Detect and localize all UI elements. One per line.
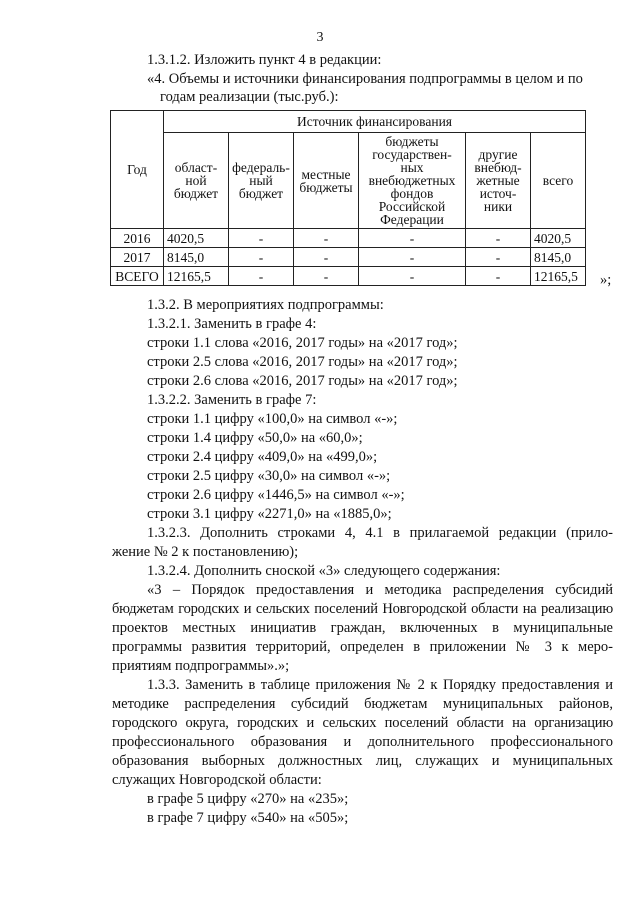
- paragraph-line: 1.3.2.3. Дополнить строками 4, 4.1 в прилагаемой редакции (прило-: [147, 525, 613, 541]
- paragraph-line: 1.3.3. Заменить в таблице приложения № 2 к Порядку предоставления и: [147, 677, 613, 693]
- paragraph-line: строки 3.1 цифру «2271,0» на «1885,0»;: [147, 506, 392, 522]
- cell: -: [229, 229, 294, 248]
- paragraph-line: жение № 2 к постановлению);: [112, 544, 299, 560]
- row-year: ВСЕГО: [111, 267, 164, 286]
- row-year: 2017: [111, 248, 164, 267]
- table-closing-quote: »;: [600, 272, 612, 288]
- paragraph-line: строки 2.6 слова «2016, 2017 годы» на «2017 год»;: [147, 373, 458, 389]
- paragraph-line: строки 1.1 слова «2016, 2017 годы» на «2017 год»;: [147, 335, 458, 351]
- col-header-federal: федераль- ный бюджет: [229, 133, 294, 229]
- paragraph-line: профессионального образования и дополнительного профессионального: [112, 734, 613, 750]
- intro-line-1: 1.3.1.2. Изложить пункт 4 в редакции:: [147, 52, 382, 68]
- cell: -: [229, 248, 294, 267]
- paragraph-line: служащих Новгородской области:: [112, 772, 322, 788]
- financing-table: [110, 110, 586, 286]
- col-header-local: местные бюджеты: [294, 133, 359, 229]
- paragraph-line: «3 – Порядок предоставления и методика распределения субсидий: [147, 582, 613, 598]
- col-header-regional: област- ной бюджет: [164, 133, 229, 229]
- cell: -: [229, 267, 294, 286]
- col-header-other: другие внебюд- жетные источ- ники: [466, 133, 531, 229]
- cell: -: [359, 229, 466, 248]
- cell: -: [294, 267, 359, 286]
- col-header-total: всего: [531, 133, 586, 229]
- paragraph-line: 1.3.2.2. Заменить в графе 7:: [147, 392, 317, 408]
- source-header: Источник финансирования: [164, 111, 586, 133]
- cell: -: [294, 248, 359, 267]
- paragraph-line: проектов местных инициатив граждан, включенных в муниципальные: [112, 620, 613, 636]
- col-header-funds: бюджеты государствен- ных внебюджетных фондов Российской Федерации: [359, 133, 466, 229]
- cell: 8145,0: [164, 248, 229, 267]
- table-row: [111, 229, 586, 248]
- cell: -: [359, 267, 466, 286]
- paragraph-line: 1.3.2.4. Дополнить сноской «3» следующего содержания:: [147, 563, 501, 579]
- paragraph-line: строки 2.5 слова «2016, 2017 годы» на «2017 год»;: [147, 354, 458, 370]
- paragraph-line: 1.3.2.1. Заменить в графе 4:: [147, 316, 317, 332]
- cell: 8145,0: [531, 248, 586, 267]
- paragraph-line: строки 2.4 цифру «409,0» на «499,0»;: [147, 449, 378, 465]
- cell: 4020,5: [531, 229, 586, 248]
- cell: 4020,5: [164, 229, 229, 248]
- paragraph-line: образования выборных должностных лиц, служащих и муниципальных: [112, 753, 613, 769]
- cell: 12165,5: [531, 267, 586, 286]
- table-row: [111, 267, 586, 286]
- page-number: 3: [316, 30, 324, 45]
- table-row: [111, 248, 586, 267]
- paragraph-line: строки 2.5 цифру «30,0» на символ «-»;: [147, 468, 391, 484]
- paragraph-line: приятиям подпрограммы».»;: [112, 658, 290, 674]
- paragraph-line: строки 2.6 цифру «1446,5» на символ «-»;: [147, 487, 405, 503]
- row-year: 2016: [111, 229, 164, 248]
- paragraph-line: бюджетам городских и сельских поселений Новгородской области на реализацию: [112, 601, 613, 617]
- cell: -: [359, 248, 466, 267]
- year-header: Год: [111, 111, 164, 229]
- paragraph-line: методике распределения субсидий бюджетам муниципальных районов,: [112, 696, 613, 712]
- cell: -: [294, 229, 359, 248]
- cell: -: [466, 267, 531, 286]
- paragraph-line: в графе 5 цифру «270» на «235»;: [147, 791, 349, 807]
- intro-line-3: годам реализации (тыс.руб.):: [160, 89, 339, 105]
- cell: -: [466, 229, 531, 248]
- intro-line-2: «4. Объемы и источники финансирования подпрограммы в целом и по: [147, 71, 583, 87]
- paragraph-line: строки 1.1 цифру «100,0» на символ «-»;: [147, 411, 398, 427]
- paragraph-line: программы развития территорий, определен в приложении № 3 к меро-: [112, 639, 613, 655]
- paragraph-line: городского округа, городских и сельских поселений области на организацию: [112, 715, 613, 731]
- paragraph-line: строки 1.4 цифру «50,0» на «60,0»;: [147, 430, 363, 446]
- cell: 12165,5: [164, 267, 229, 286]
- cell: -: [466, 248, 531, 267]
- paragraph-line: 1.3.2. В мероприятиях подпрограммы:: [147, 297, 384, 313]
- paragraph-line: в графе 7 цифру «540» на «505»;: [147, 810, 349, 826]
